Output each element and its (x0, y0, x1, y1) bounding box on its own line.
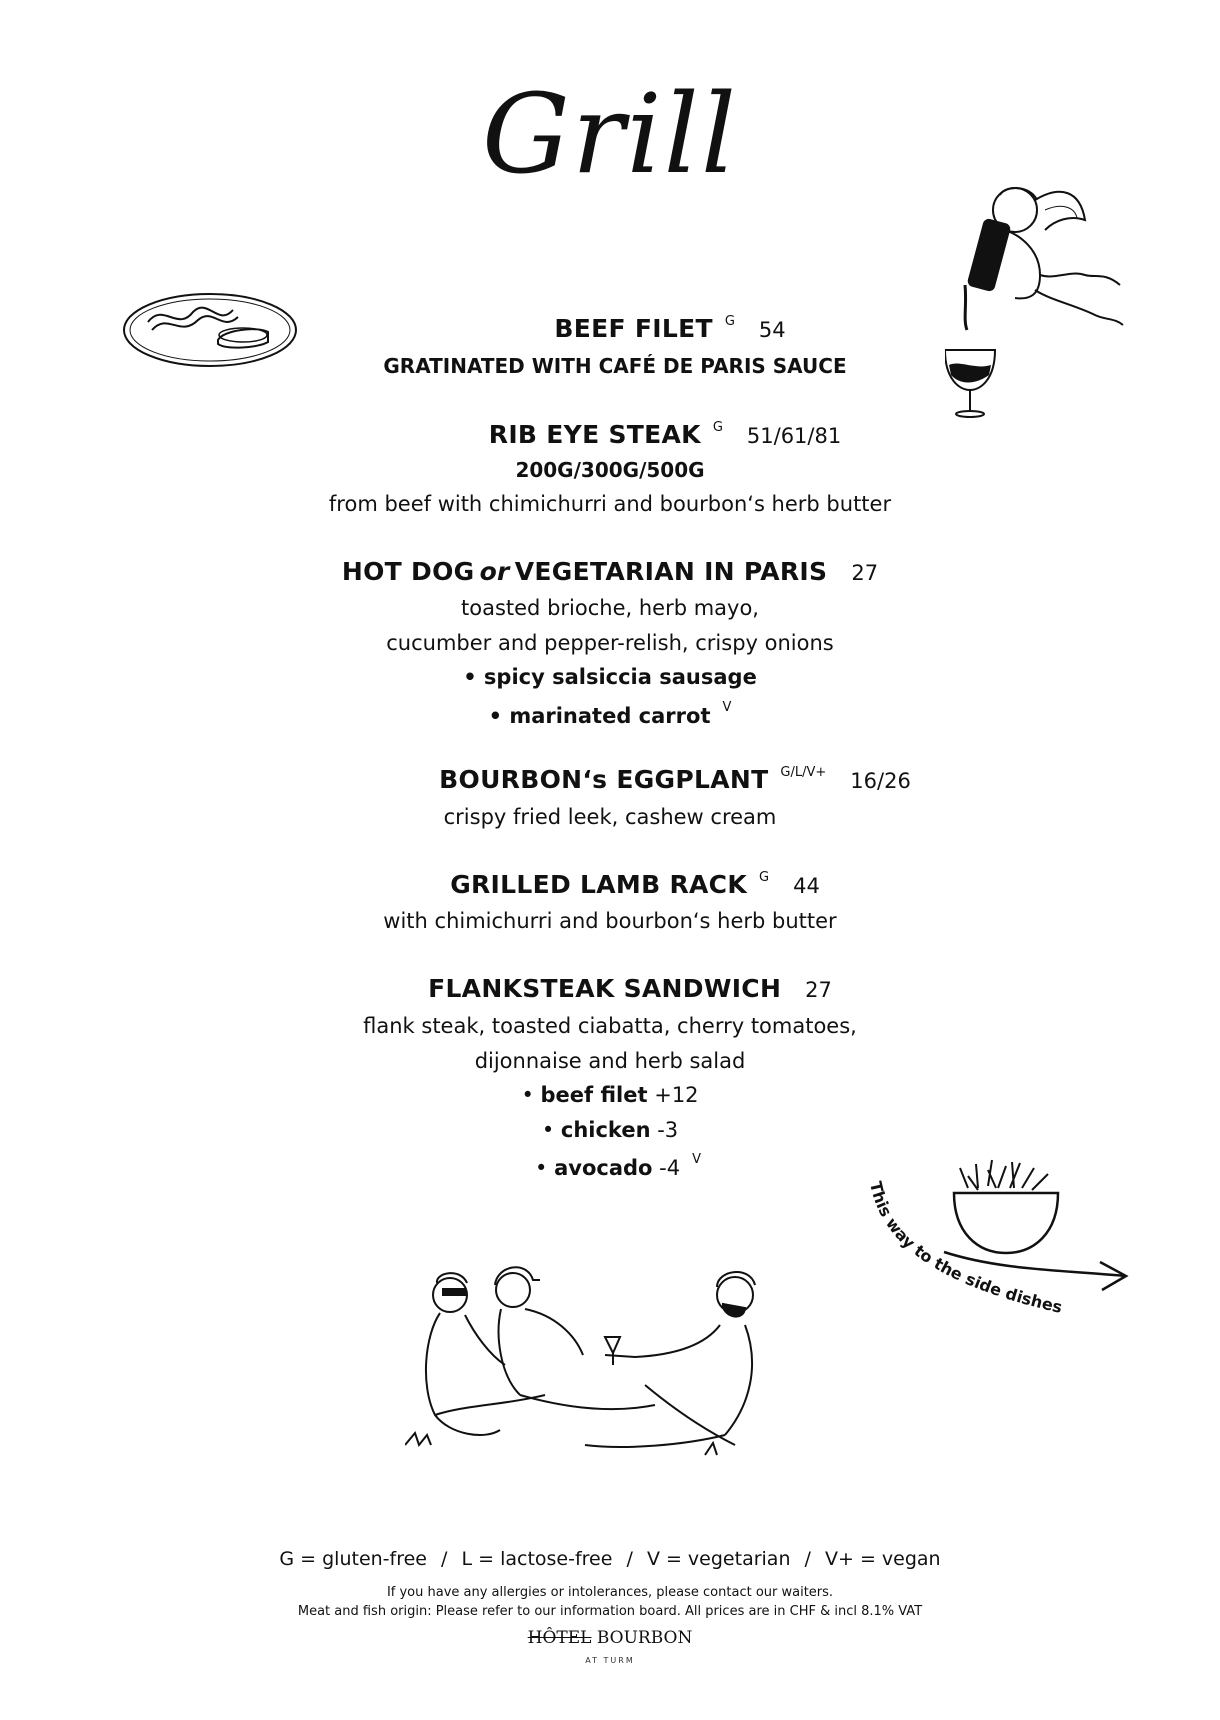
dish-option-row (0, 700, 1220, 728)
logo-hotel: HÔTEL (527, 1628, 592, 1648)
dish-name: BOURBON‘s EGGPLANT (439, 765, 769, 794)
dish-lamb (0, 870, 1220, 899)
dish-price: 54 (758, 318, 786, 342)
dish-name-or: or (479, 557, 510, 586)
hotel-logo (0, 1628, 1220, 1648)
dish-tag: V (722, 700, 732, 715)
dish-description: cucumber and pepper-relish, crispy onions (386, 631, 834, 655)
dish-description: toasted brioche, herb mayo, (461, 596, 759, 620)
dish-name-b: VEGETARIAN IN PARIS (514, 557, 828, 586)
dish-tag: V (692, 1152, 701, 1167)
dish-description: dijonnaise and herb salad (474, 1049, 746, 1073)
dish-price: 16/26 (850, 769, 911, 793)
dish-description: with chimichurri and bourbon‘s herb butter (383, 909, 837, 933)
option-price: -3 (657, 1118, 679, 1142)
dish-name: RIB EYE STEAK (488, 420, 701, 449)
dish-tag: G (712, 420, 723, 435)
dish-price: 27 (851, 561, 879, 585)
dish-hot-dog (0, 557, 1220, 586)
legend-vegetarian: V = vegetarian (646, 1548, 791, 1570)
allergy-note: If you have any allergies or intolerances, please contact our waiters. (386, 1585, 834, 1600)
dish-price: 51/61/81 (746, 424, 842, 448)
dish-beef-filet (0, 314, 1220, 343)
arrow-right-icon (940, 1240, 1130, 1300)
dish-option: beef filet (540, 1083, 648, 1107)
option-price: +12 (654, 1083, 699, 1107)
dish-option: avocado (554, 1156, 653, 1180)
cherub-wine-illustration (945, 180, 1130, 420)
logo-bourbon: BOURBON (596, 1628, 693, 1648)
dish-eggplant (0, 765, 1220, 794)
logo-subtitle: AT TURM (585, 1656, 635, 1665)
dish-name: GRILLED LAMB RACK (450, 870, 747, 899)
dish-tag: G/L/V+ (780, 765, 827, 780)
legend-separator: / (626, 1548, 633, 1570)
dish-flanksteak (0, 974, 1220, 1003)
dish-option-row (0, 1118, 1220, 1142)
dish-description: flank steak, toasted ciabatta, cherry tomatoes, (363, 1014, 857, 1038)
bullet: • (535, 1156, 548, 1180)
legend-separator: / (441, 1548, 448, 1570)
dish-option: chicken (560, 1118, 651, 1142)
dish-name: BEEF FILET (554, 314, 713, 343)
legend-separator: / (804, 1548, 811, 1570)
dish-tag: G (759, 870, 770, 885)
dish-tag: G (724, 314, 735, 329)
dish-description: from beef with chimichurri and bourbon‘s herb butter (328, 492, 892, 516)
dish-option-row (0, 1083, 1220, 1107)
allergen-legend (0, 1548, 1220, 1570)
dish-price: 44 (793, 874, 820, 898)
dish-price: 27 (805, 978, 832, 1002)
dish-description: crispy fried leek, cashew cream (443, 805, 777, 829)
dish-option: • spicy salsiccia sausage (463, 665, 757, 689)
legend-vegan: V+ = vegan (825, 1548, 941, 1570)
page-title: Grill (482, 70, 738, 198)
dish-name: FLANKSTEAK SANDWICH (428, 974, 782, 1003)
dish-option: • marinated carrot (488, 704, 711, 728)
side-dishes-text: This way to the side dishes (865, 1179, 1065, 1317)
legend-gluten-free: G = gluten-free (279, 1548, 427, 1570)
origin-note: Meat and fish origin: Please refer to our information board. All prices are in CHF & incl 8.1% VAT (297, 1604, 923, 1619)
legend-lactose-free: L = lactose-free (461, 1548, 613, 1570)
picnic-illustration (405, 1245, 805, 1475)
option-price: -4 (659, 1156, 681, 1180)
dish-rib-eye (0, 420, 1220, 449)
bullet: • (521, 1083, 534, 1107)
dish-subtitle: GRATINATED WITH CAFÉ DE PARIS SAUCE (383, 354, 847, 378)
bullet: • (541, 1118, 555, 1142)
dish-name-a: HOT DOG (341, 557, 475, 586)
dish-subtitle: 200G/300G/500G (515, 458, 705, 482)
